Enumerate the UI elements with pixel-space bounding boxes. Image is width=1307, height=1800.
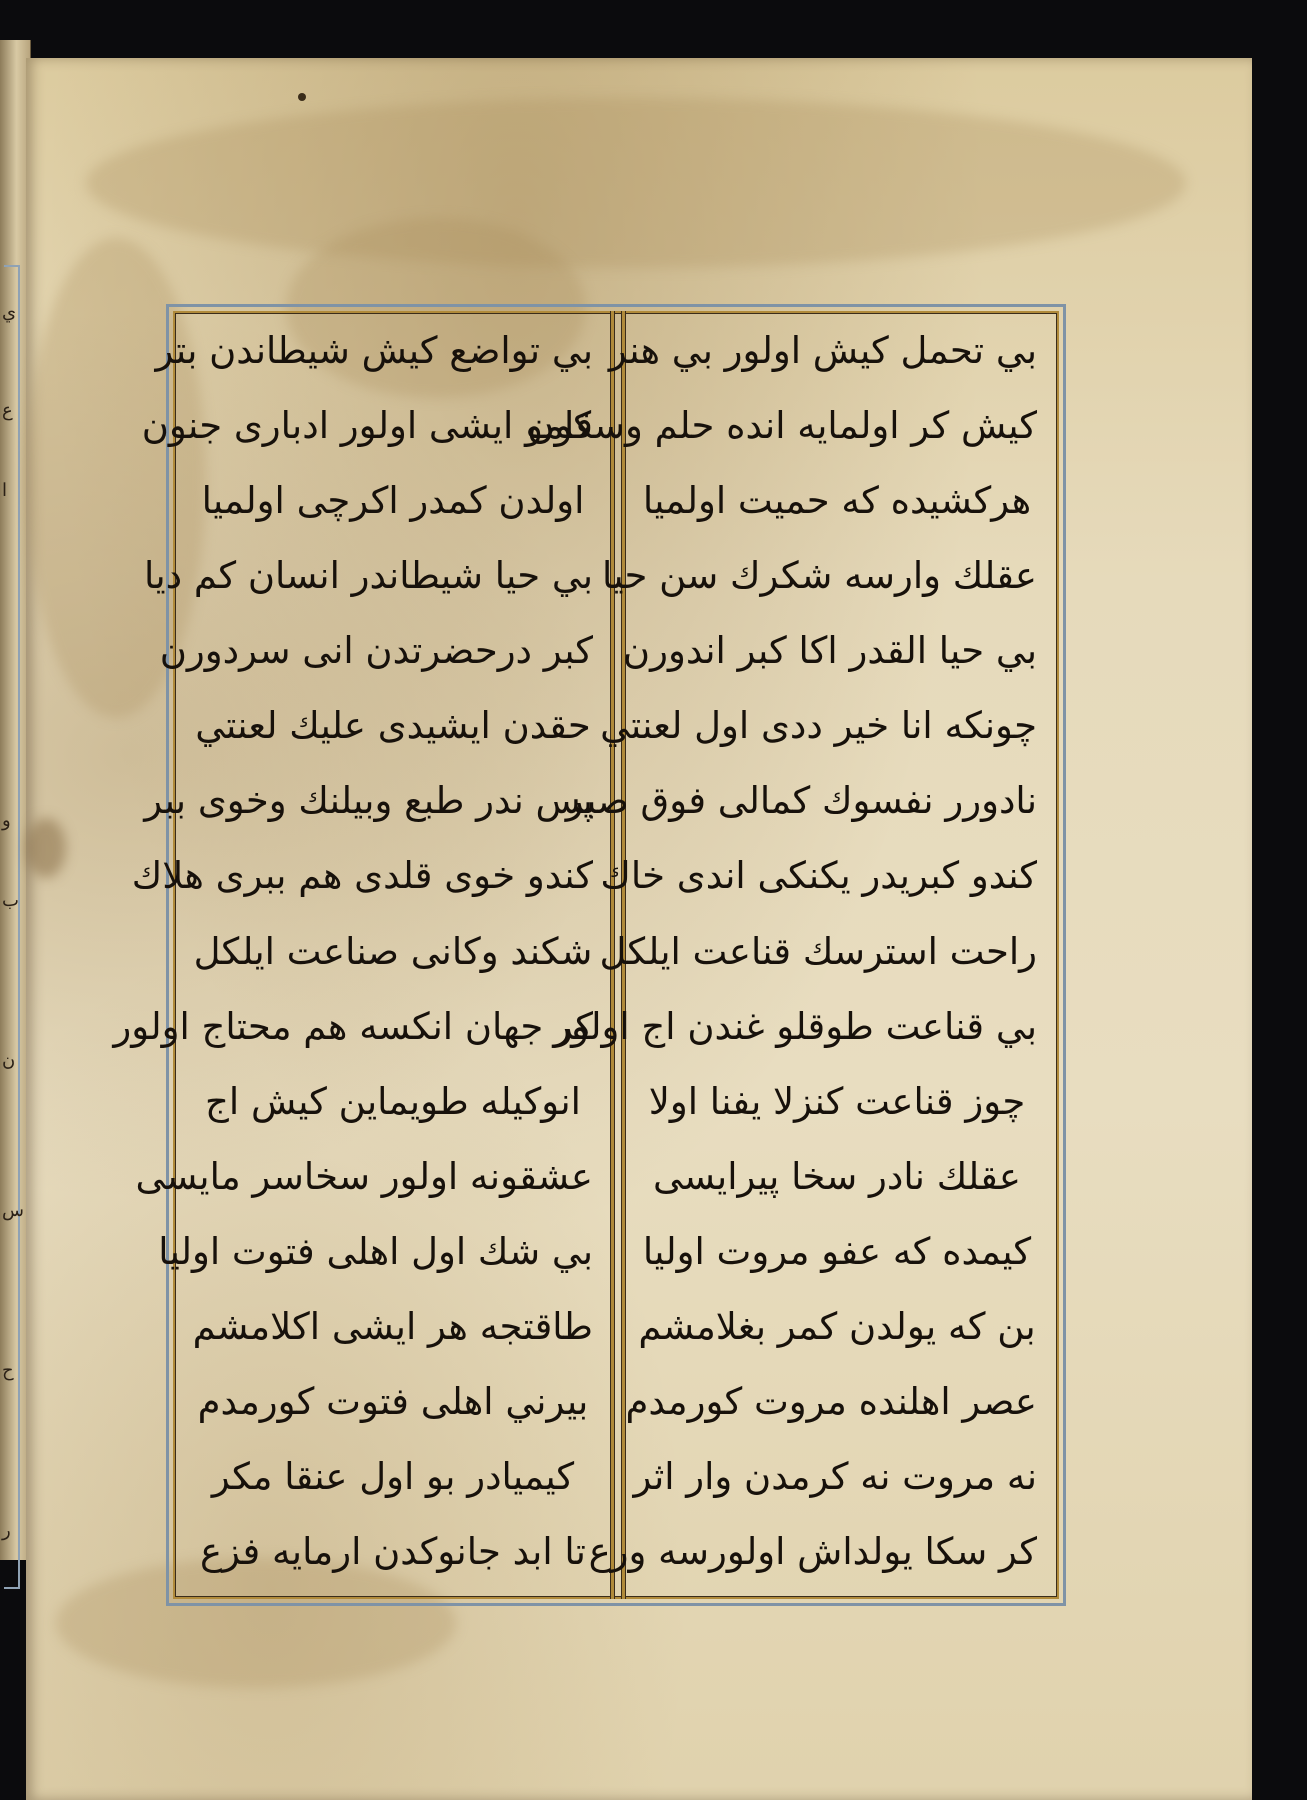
verse-line: بي تواضع كيش شيطاندن بتر — [155, 329, 593, 372]
verse-line: كر جهان انكسه هم محتاج اولور — [113, 1004, 593, 1048]
verse-line: انوكيله طويماين كيش اج — [205, 1079, 581, 1123]
verse-line: بي شك اول اهلى فتوت اوليا — [158, 1229, 593, 1273]
verse-line: عقلك نادر سخا پيرايسى — [653, 1154, 1021, 1198]
verse-line: تا ابد جانوكدن ارمايه فزع — [200, 1530, 586, 1573]
facing-page-mark: س — [2, 1200, 24, 1221]
verse-line: چوز قناعت كنزلا يفنا اولا — [648, 1079, 1026, 1123]
verse-line: چونكه انا خير ددى اول لعنتي — [600, 704, 1037, 748]
verse-line: هركشيده كه حميت اولميا — [642, 479, 1032, 523]
verse-line: كندو كبريدر يكنكى اندى خاك — [600, 854, 1037, 898]
verse-line: قامو ايشى اولور ادبارى جنون — [141, 404, 593, 448]
water-stain — [26, 818, 66, 878]
verse-line: بي حيا القدر اكا كبر اندورن — [622, 629, 1037, 673]
water-stain — [86, 98, 1186, 268]
facing-page-mark: و — [2, 810, 11, 831]
manuscript-folio — [26, 58, 1252, 1800]
facing-page-mark: ن — [2, 1050, 16, 1071]
verse-line: نادورر نفسوك كمالى فوق صبر — [565, 779, 1037, 823]
verse-line: راحت استرسك قناعت ايلكل — [599, 929, 1037, 973]
facing-page-mark: ع — [2, 400, 13, 421]
verse-line: بي تحمل كيش اولور بي هنر — [608, 329, 1037, 372]
verse-line: بي حيا شيطاندر انسان كم ديا — [144, 554, 593, 598]
verse-line: كيميادر بو اول عنقا مكر — [211, 1454, 575, 1498]
verse-line: عصر اهلنده مروت كورمدم — [625, 1379, 1037, 1423]
verse-line: كيمده كه عفو مروت اوليا — [642, 1229, 1032, 1273]
verse-line: عشقونه اولور سخاسر مايسى — [135, 1154, 593, 1198]
left-text-column — [113, 321, 593, 1591]
verse-line: نه مروت نه كرمدن وار اثر — [633, 1454, 1037, 1498]
facing-page-mark: ي — [2, 302, 17, 323]
verse-line: اولدن كمدر اكرچى اولميا — [201, 479, 585, 523]
verse-line: كر سكا يولداش اولورسه ورع — [588, 1530, 1037, 1573]
facing-page-mark: ر — [2, 1520, 11, 1541]
verse-line: حقدن ايشيدى عليك لعنتي — [195, 704, 591, 748]
facing-page-mark: ح — [2, 1360, 14, 1381]
verse-line: بي قناعت طوقلو غندن اج اولور — [553, 1004, 1037, 1048]
ink-spot — [298, 93, 306, 101]
facing-page-mark: ب — [2, 890, 19, 911]
verse-line: طاقتجه هر ايشى اكلامشم — [192, 1304, 593, 1348]
right-text-column — [527, 321, 1037, 1591]
verse-line: پس ندر طبع وبيلنك وخوى ببر — [144, 779, 593, 823]
verse-line: بن كه يولدن كمر بغلامشم — [638, 1304, 1036, 1348]
ruled-text-block — [113, 304, 1066, 1606]
facing-page-frame — [4, 265, 20, 1589]
facing-page-mark: ا — [2, 480, 8, 501]
verse-line: كبر درحضرتدن انى سردورن — [159, 629, 593, 673]
verse-line: بيرني اهلى فتوت كورمدم — [197, 1379, 589, 1423]
verse-line: كندو خوى قلدى هم ببرى هلاك — [131, 854, 593, 898]
verse-line: كيش كر اولمايه انده حلم وسكون — [527, 404, 1037, 448]
verse-line: عقلك وارسه شكرك سن حيا — [602, 554, 1037, 598]
verse-line: شكند وكانى صناعت ايلكل — [193, 929, 593, 973]
